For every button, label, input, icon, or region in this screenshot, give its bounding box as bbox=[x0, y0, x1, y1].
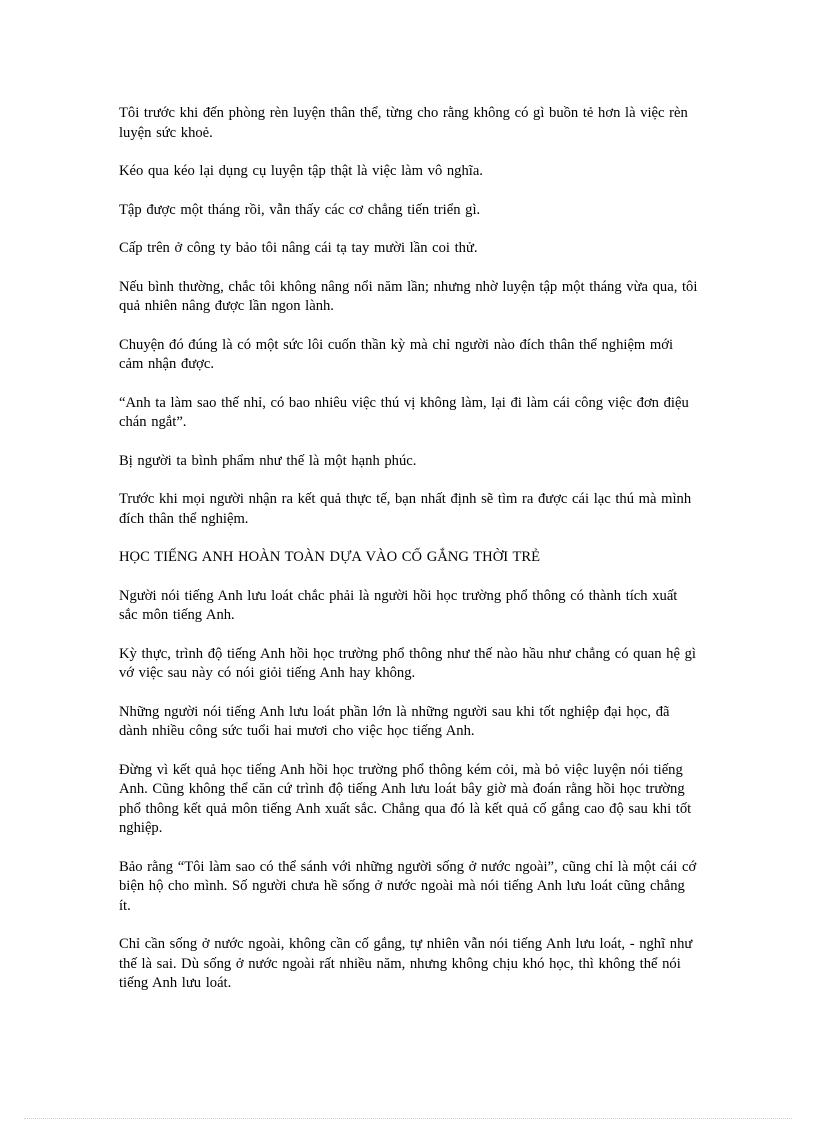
paragraph: Đừng vì kết quả học tiếng Anh hồi học trường phổ thông kém cỏi, mà bỏ việc luyện nói tiếng Anh. Cũng không thể căn cứ trình độ tiếng Anh lưu loát bây giờ mà đoán rằng hồi học trường phổ thông kết quả môn tiếng Anh xuất sắc. Chẳng qua đó là kết quả cố gắng cao độ sau khi tốt nghiệp. bbox=[119, 761, 692, 836]
paragraph: Người nói tiếng Anh lưu loát chắc phải là người hồi học trường phổ thông có thành tích xuất sắc môn tiếng Anh. bbox=[119, 587, 678, 623]
paragraph: Chỉ cần sống ở nước ngoài, không cần cố gắng, tự nhiên vẫn nói tiếng Anh lưu loát, - nghĩ như thế là sai. Dù sống ở nước ngoài rất nhiều năm, nhưng không chịu khó học, thì không thể nói tiếng Anh lưu loát. bbox=[119, 936, 693, 991]
paragraph: Kỳ thực, trình độ tiếng Anh hồi học trường phổ thông như thế nào hầu như chẳng có quan hệ gì vớ việc sau này có nói giỏi tiếng Anh hay không. bbox=[119, 645, 696, 681]
paragraph: “Anh ta làm sao thế nhỉ, có bao nhiêu việc thú vị không làm, lại đi làm cái công việc đơn điệu chán ngắt”. bbox=[119, 394, 689, 430]
document-body bbox=[119, 104, 699, 1013]
page-bottom-divider bbox=[24, 1118, 792, 1119]
paragraph: Bị người ta bình phẩm như thế là một hạnh phúc. bbox=[119, 452, 417, 469]
paragraph: Tôi trước khi đến phòng rèn luyện thân thể, từng cho rằng không có gì buồn tẻ hơn là việc rèn luyện sức khoẻ. bbox=[119, 105, 688, 141]
paragraph: Những người nói tiếng Anh lưu loát phần lớn là những người sau khi tốt nghiệp đại học, đã dành nhiều công sức tuổi hai mươi cho việc học tiếng Anh. bbox=[119, 703, 670, 739]
section-heading: HỌC TIẾNG ANH HOÀN TOÀN DỰA VÀO CỐ GẮNG THỜI TRẺ bbox=[119, 549, 541, 565]
paragraph: Tập được một tháng rồi, vẫn thấy các cơ chẳng tiến triển gì. bbox=[119, 201, 481, 218]
paragraph: Bảo rằng “Tôi làm sao có thể sánh với những người sống ở nước ngoài”, cũng chỉ là một cái cớ biện hộ cho mình. Số người chưa hề sống ở nước ngoài mà nói tiếng Anh lưu loát cũng chẳng ít. bbox=[119, 858, 697, 914]
paragraph: Cấp trên ở công ty bảo tôi nâng cái tạ tay mười lần coi thử. bbox=[119, 240, 478, 256]
paragraph: Nếu bình thường, chắc tôi không nâng nổi năm lần; nhưng nhờ luyện tập một tháng vừa qua, tôi quả nhiên nâng được lần ngon lành. bbox=[119, 278, 698, 314]
paragraph: Kéo qua kéo lại dụng cụ luyện tập thật là việc làm vô nghĩa. bbox=[119, 163, 483, 179]
paragraph: Trước khi mọi người nhận ra kết quả thực tế, bạn nhất định sẽ tìm ra được cái lạc thú mà mình đích thân thể nghiệm. bbox=[119, 491, 692, 527]
paragraph: Chuyện đó đúng là có một sức lôi cuốn thần kỳ mà chỉ người nào đích thân thể nghiệm mới cảm nhận được. bbox=[119, 336, 674, 372]
